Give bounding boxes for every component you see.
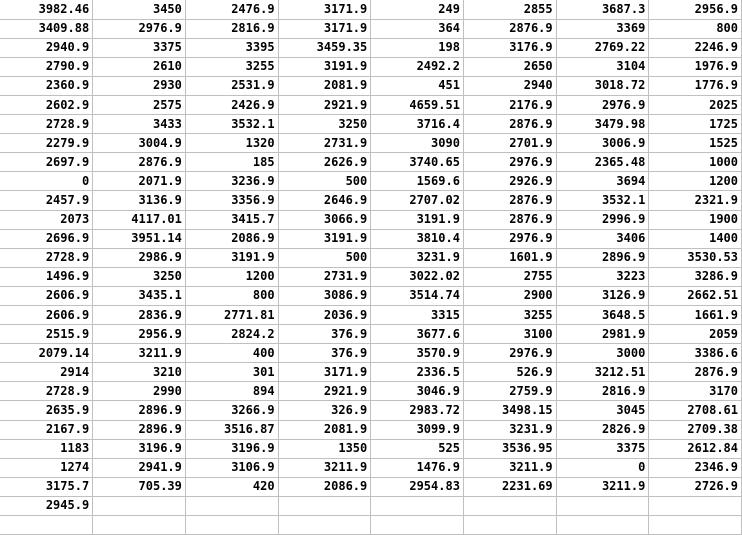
table-cell[interactable]: 3086.9 <box>278 286 371 305</box>
table-cell[interactable]: 1200 <box>185 267 278 286</box>
table-cell[interactable]: 3532.1 <box>556 191 649 210</box>
table-cell[interactable]: 2896.9 <box>93 420 186 439</box>
table-cell[interactable]: 2824.2 <box>185 325 278 344</box>
table-cell[interactable]: 326.9 <box>278 401 371 420</box>
table-cell[interactable]: 3191.9 <box>278 57 371 76</box>
table-cell[interactable]: 2981.9 <box>556 325 649 344</box>
table-cell[interactable]: 2855 <box>463 0 556 19</box>
table-cell[interactable] <box>185 516 278 535</box>
table-cell[interactable]: 3211.9 <box>93 344 186 363</box>
table-cell[interactable]: 2059 <box>649 325 742 344</box>
table-cell[interactable]: 4117.01 <box>93 210 186 229</box>
table-cell[interactable]: 2606.9 <box>0 306 93 325</box>
table-cell[interactable]: 2426.9 <box>185 95 278 114</box>
table-cell[interactable]: 4659.51 <box>371 95 464 114</box>
table-cell[interactable]: 3100 <box>463 325 556 344</box>
table-cell[interactable]: 1976.9 <box>649 57 742 76</box>
table-cell[interactable]: 2602.9 <box>0 95 93 114</box>
table-cell[interactable]: 2531.9 <box>185 76 278 95</box>
table-row <box>0 477 742 496</box>
table-cell[interactable]: 2346.9 <box>649 458 742 477</box>
table-cell[interactable]: 2755 <box>463 267 556 286</box>
table-cell[interactable]: 2476.9 <box>185 0 278 19</box>
table-cell[interactable]: 3677.6 <box>371 325 464 344</box>
table-cell[interactable]: 2073 <box>0 210 93 229</box>
table-cell[interactable]: 3810.4 <box>371 229 464 248</box>
table-cell[interactable]: 3687.3 <box>556 0 649 19</box>
table-cell[interactable]: 3106.9 <box>185 458 278 477</box>
table-cell[interactable] <box>649 516 742 535</box>
table-cell[interactable]: 526.9 <box>463 363 556 382</box>
table-cell[interactable]: 3415.7 <box>185 210 278 229</box>
table-cell[interactable]: 2826.9 <box>556 420 649 439</box>
table-cell[interactable]: 2976.9 <box>463 344 556 363</box>
table-cell[interactable]: 2876.9 <box>463 115 556 134</box>
table-cell[interactable]: 376.9 <box>278 325 371 344</box>
table-cell[interactable] <box>463 496 556 515</box>
table-cell[interactable]: 2914 <box>0 363 93 382</box>
table-cell[interactable]: 2176.9 <box>463 95 556 114</box>
table-cell[interactable]: 2976.9 <box>463 153 556 172</box>
table-cell[interactable]: 2662.51 <box>649 286 742 305</box>
table-cell[interactable]: 3045 <box>556 401 649 420</box>
table-cell[interactable]: 3191.9 <box>278 229 371 248</box>
table-cell[interactable]: 2606.9 <box>0 286 93 305</box>
table-cell[interactable]: 3409.88 <box>0 19 93 38</box>
table-cell[interactable]: 2876.9 <box>463 19 556 38</box>
table-cell[interactable]: 3516.87 <box>185 420 278 439</box>
table-cell[interactable]: 2279.9 <box>0 134 93 153</box>
table-cell[interactable]: 2167.9 <box>0 420 93 439</box>
table-cell[interactable]: 2976.9 <box>556 95 649 114</box>
table-cell[interactable]: 800 <box>649 19 742 38</box>
table-row <box>0 363 742 382</box>
table-cell[interactable]: 2515.9 <box>0 325 93 344</box>
table-cell[interactable]: 2759.9 <box>463 382 556 401</box>
table-cell[interactable]: 1776.9 <box>649 76 742 95</box>
table-cell[interactable]: 2876.9 <box>463 210 556 229</box>
table-cell[interactable]: 3171.9 <box>278 0 371 19</box>
table-cell[interactable]: 2836.9 <box>93 306 186 325</box>
table-cell[interactable]: 3532.1 <box>185 115 278 134</box>
table-cell[interactable]: 800 <box>185 286 278 305</box>
table-row <box>0 401 742 420</box>
table-cell[interactable]: 2956.9 <box>93 325 186 344</box>
table-cell[interactable]: 2940 <box>463 76 556 95</box>
table-cell[interactable]: 376.9 <box>278 344 371 363</box>
table-cell[interactable]: 3479.98 <box>556 115 649 134</box>
table-cell[interactable]: 3530.53 <box>649 248 742 267</box>
table-cell[interactable]: 3570.9 <box>371 344 464 363</box>
table-cell[interactable] <box>185 496 278 515</box>
table-cell[interactable]: 2930 <box>93 76 186 95</box>
table-cell[interactable]: 0 <box>0 172 93 191</box>
table-cell[interactable]: 3236.9 <box>185 172 278 191</box>
table-cell[interactable]: 3369 <box>556 19 649 38</box>
table-cell[interactable]: 2728.9 <box>0 382 93 401</box>
table-cell[interactable]: 1725 <box>649 115 742 134</box>
table-cell[interactable]: 3171.9 <box>278 19 371 38</box>
table-cell[interactable]: 1661.9 <box>649 306 742 325</box>
table-row <box>0 382 742 401</box>
table-cell[interactable]: 2896.9 <box>93 401 186 420</box>
table-cell[interactable]: 1476.9 <box>371 458 464 477</box>
table-cell[interactable]: 500 <box>278 248 371 267</box>
table-cell[interactable]: 3740.65 <box>371 153 464 172</box>
table-cell[interactable]: 1274 <box>0 458 93 477</box>
table-cell[interactable]: 894 <box>185 382 278 401</box>
table-cell[interactable]: 1569.6 <box>371 172 464 191</box>
table-cell[interactable]: 2876.9 <box>93 153 186 172</box>
table-cell[interactable]: 1000 <box>649 153 742 172</box>
table-cell[interactable]: 2983.72 <box>371 401 464 420</box>
table-cell[interactable]: 2726.9 <box>649 477 742 496</box>
table-cell[interactable]: 3175.7 <box>0 477 93 496</box>
table-cell[interactable]: 3231.9 <box>371 248 464 267</box>
table-cell[interactable]: 3231.9 <box>463 420 556 439</box>
table-cell[interactable]: 3196.9 <box>185 439 278 458</box>
table-cell[interactable]: 2790.9 <box>0 57 93 76</box>
table-cell[interactable]: 3126.9 <box>556 286 649 305</box>
table-cell[interactable]: 2610 <box>93 57 186 76</box>
table-cell[interactable]: 2697.9 <box>0 153 93 172</box>
table-cell[interactable] <box>93 496 186 515</box>
table-cell[interactable]: 2365.48 <box>556 153 649 172</box>
table-cell[interactable]: 2612.84 <box>649 439 742 458</box>
table-cell[interactable] <box>463 516 556 535</box>
table-cell[interactable]: 2731.9 <box>278 134 371 153</box>
table-cell[interactable]: 3211.9 <box>463 458 556 477</box>
table-cell[interactable]: 2876.9 <box>463 191 556 210</box>
table-row <box>0 458 742 477</box>
table-cell[interactable]: 3066.9 <box>278 210 371 229</box>
table-row <box>0 420 742 439</box>
table-cell[interactable]: 2926.9 <box>463 172 556 191</box>
table-cell[interactable]: 1183 <box>0 439 93 458</box>
table-cell[interactable] <box>278 496 371 515</box>
table-cell[interactable] <box>93 516 186 535</box>
table-cell[interactable]: 2769.22 <box>556 38 649 57</box>
table-cell[interactable]: 3099.9 <box>371 420 464 439</box>
table-row <box>0 115 742 134</box>
table-cell[interactable]: 2954.83 <box>371 477 464 496</box>
table-row <box>0 191 742 210</box>
table-cell[interactable]: 2986.9 <box>93 248 186 267</box>
table-cell[interactable]: 2956.9 <box>649 0 742 19</box>
table-cell[interactable]: 2336.5 <box>371 363 464 382</box>
table-cell[interactable]: 3223 <box>556 267 649 286</box>
table-row <box>0 516 742 535</box>
table-cell[interactable]: 185 <box>185 153 278 172</box>
table-cell[interactable]: 705.39 <box>93 477 186 496</box>
table-cell[interactable]: 420 <box>185 477 278 496</box>
table-row <box>0 286 742 305</box>
table-cell[interactable]: 2941.9 <box>93 458 186 477</box>
table-row <box>0 19 742 38</box>
table-row <box>0 172 742 191</box>
table-cell[interactable]: 3406 <box>556 229 649 248</box>
table-cell[interactable]: 2079.14 <box>0 344 93 363</box>
table-cell[interactable]: 2575 <box>93 95 186 114</box>
table-cell[interactable]: 3250 <box>93 267 186 286</box>
table-cell[interactable]: 3982.46 <box>0 0 93 19</box>
table-cell[interactable]: 2976.9 <box>463 229 556 248</box>
table-cell[interactable]: 2360.9 <box>0 76 93 95</box>
table-cell[interactable] <box>556 496 649 515</box>
table-cell[interactable]: 451 <box>371 76 464 95</box>
table-cell[interactable]: 2635.9 <box>0 401 93 420</box>
table-cell[interactable]: 301 <box>185 363 278 382</box>
table-row <box>0 210 742 229</box>
table-row <box>0 229 742 248</box>
table-row <box>0 38 742 57</box>
table-cell[interactable]: 2708.61 <box>649 401 742 420</box>
table-cell[interactable]: 2728.9 <box>0 115 93 134</box>
table-cell[interactable]: 1200 <box>649 172 742 191</box>
table-cell[interactable]: 3648.5 <box>556 306 649 325</box>
table-cell[interactable]: 2231.69 <box>463 477 556 496</box>
table-cell[interactable] <box>0 516 93 535</box>
table-cell[interactable]: 3536.95 <box>463 439 556 458</box>
table-cell[interactable]: 3386.6 <box>649 344 742 363</box>
table-cell[interactable]: 3450 <box>93 0 186 19</box>
table-cell[interactable]: 3286.9 <box>649 267 742 286</box>
table-cell[interactable]: 3375 <box>556 439 649 458</box>
table-row <box>0 76 742 95</box>
table-cell[interactable]: 3716.4 <box>371 115 464 134</box>
table-cell[interactable]: 2921.9 <box>278 382 371 401</box>
table-cell[interactable]: 1525 <box>649 134 742 153</box>
table-cell[interactable] <box>371 496 464 515</box>
table-cell[interactable]: 3211.9 <box>556 477 649 496</box>
table-cell[interactable]: 2921.9 <box>278 95 371 114</box>
table-cell[interactable]: 3255 <box>185 57 278 76</box>
table-cell[interactable]: 1350 <box>278 439 371 458</box>
table-cell[interactable]: 3435.1 <box>93 286 186 305</box>
table-cell[interactable]: 3951.14 <box>93 229 186 248</box>
table-cell[interactable]: 3136.9 <box>93 191 186 210</box>
table-row <box>0 325 742 344</box>
table-cell[interactable]: 2036.9 <box>278 306 371 325</box>
table-cell[interactable]: 2321.9 <box>649 191 742 210</box>
table-row <box>0 248 742 267</box>
table-cell[interactable]: 0 <box>556 458 649 477</box>
table-cell[interactable]: 2626.9 <box>278 153 371 172</box>
table-cell[interactable]: 2976.9 <box>93 19 186 38</box>
table-cell[interactable]: 3375 <box>93 38 186 57</box>
table-cell[interactable]: 3266.9 <box>185 401 278 420</box>
table-cell[interactable]: 3171.9 <box>278 363 371 382</box>
table-cell[interactable]: 1601.9 <box>463 248 556 267</box>
table-cell[interactable]: 3006.9 <box>556 134 649 153</box>
table-cell[interactable]: 3018.72 <box>556 76 649 95</box>
table-cell[interactable]: 249 <box>371 0 464 19</box>
table-cell[interactable] <box>649 496 742 515</box>
table-cell[interactable]: 2945.9 <box>0 496 93 515</box>
table-cell[interactable]: 3498.15 <box>463 401 556 420</box>
table-cell[interactable] <box>556 516 649 535</box>
table-cell[interactable] <box>278 516 371 535</box>
table-cell[interactable]: 3315 <box>371 306 464 325</box>
table-cell[interactable]: 3046.9 <box>371 382 464 401</box>
table-row <box>0 344 742 363</box>
table-cell[interactable]: 2071.9 <box>93 172 186 191</box>
table-cell[interactable]: 3022.02 <box>371 267 464 286</box>
table-cell[interactable]: 2771.81 <box>185 306 278 325</box>
table-cell[interactable]: 2876.9 <box>649 363 742 382</box>
table-cell[interactable]: 525 <box>371 439 464 458</box>
table-cell[interactable]: 364 <box>371 19 464 38</box>
table-cell[interactable]: 2728.9 <box>0 248 93 267</box>
table-cell[interactable]: 2696.9 <box>0 229 93 248</box>
table-cell[interactable]: 2896.9 <box>556 248 649 267</box>
table-cell[interactable]: 2990 <box>93 382 186 401</box>
table-cell[interactable]: 2492.2 <box>371 57 464 76</box>
table-cell[interactable]: 2086.9 <box>185 229 278 248</box>
table-row <box>0 496 742 515</box>
table-row <box>0 0 742 19</box>
table-cell[interactable]: 3191.9 <box>371 210 464 229</box>
table-cell[interactable]: 2731.9 <box>278 267 371 286</box>
table-cell[interactable]: 1496.9 <box>0 267 93 286</box>
table-row <box>0 439 742 458</box>
table-cell[interactable] <box>371 516 464 535</box>
table-cell[interactable]: 3356.9 <box>185 191 278 210</box>
table-cell[interactable]: 3210 <box>93 363 186 382</box>
table-cell[interactable]: 2457.9 <box>0 191 93 210</box>
table-cell[interactable]: 2707.02 <box>371 191 464 210</box>
table-row <box>0 306 742 325</box>
table-cell[interactable]: 3255 <box>463 306 556 325</box>
table-cell[interactable]: 2816.9 <box>185 19 278 38</box>
table-cell[interactable]: 2646.9 <box>278 191 371 210</box>
table-cell[interactable]: 3250 <box>278 115 371 134</box>
table-cell[interactable]: 2081.9 <box>278 76 371 95</box>
table-cell[interactable]: 2081.9 <box>278 420 371 439</box>
table-cell[interactable]: 3514.74 <box>371 286 464 305</box>
table-cell[interactable]: 2246.9 <box>649 38 742 57</box>
table-cell[interactable]: 1320 <box>185 134 278 153</box>
table-cell[interactable]: 2025 <box>649 95 742 114</box>
table-row <box>0 134 742 153</box>
table-cell[interactable]: 3090 <box>371 134 464 153</box>
table-cell[interactable]: 2816.9 <box>556 382 649 401</box>
table-cell[interactable]: 3196.9 <box>93 439 186 458</box>
table-cell[interactable]: 3433 <box>93 115 186 134</box>
table-cell[interactable]: 3211.9 <box>278 458 371 477</box>
table-cell[interactable]: 400 <box>185 344 278 363</box>
table-cell[interactable]: 2940.9 <box>0 38 93 57</box>
table-cell[interactable]: 2701.9 <box>463 134 556 153</box>
table-cell[interactable]: 2086.9 <box>278 477 371 496</box>
table-cell[interactable]: 3395 <box>185 38 278 57</box>
table-cell[interactable]: 3694 <box>556 172 649 191</box>
table-cell[interactable]: 3004.9 <box>93 134 186 153</box>
table-cell[interactable]: 198 <box>371 38 464 57</box>
table-cell[interactable]: 500 <box>278 172 371 191</box>
table-cell[interactable]: 2900 <box>463 286 556 305</box>
table-cell[interactable]: 3212.51 <box>556 363 649 382</box>
table-cell[interactable]: 3459.35 <box>278 38 371 57</box>
table-cell[interactable]: 2996.9 <box>556 210 649 229</box>
table-row <box>0 267 742 286</box>
table-row <box>0 153 742 172</box>
table-cell[interactable]: 2709.38 <box>649 420 742 439</box>
table-cell[interactable]: 1400 <box>649 229 742 248</box>
table-cell[interactable]: 3191.9 <box>185 248 278 267</box>
table-cell[interactable]: 3170 <box>649 382 742 401</box>
table-cell[interactable]: 1900 <box>649 210 742 229</box>
table-row <box>0 95 742 114</box>
table-cell[interactable]: 2650 <box>463 57 556 76</box>
table-cell[interactable]: 3000 <box>556 344 649 363</box>
table-cell[interactable]: 3176.9 <box>463 38 556 57</box>
table-cell[interactable]: 3104 <box>556 57 649 76</box>
table-row <box>0 57 742 76</box>
